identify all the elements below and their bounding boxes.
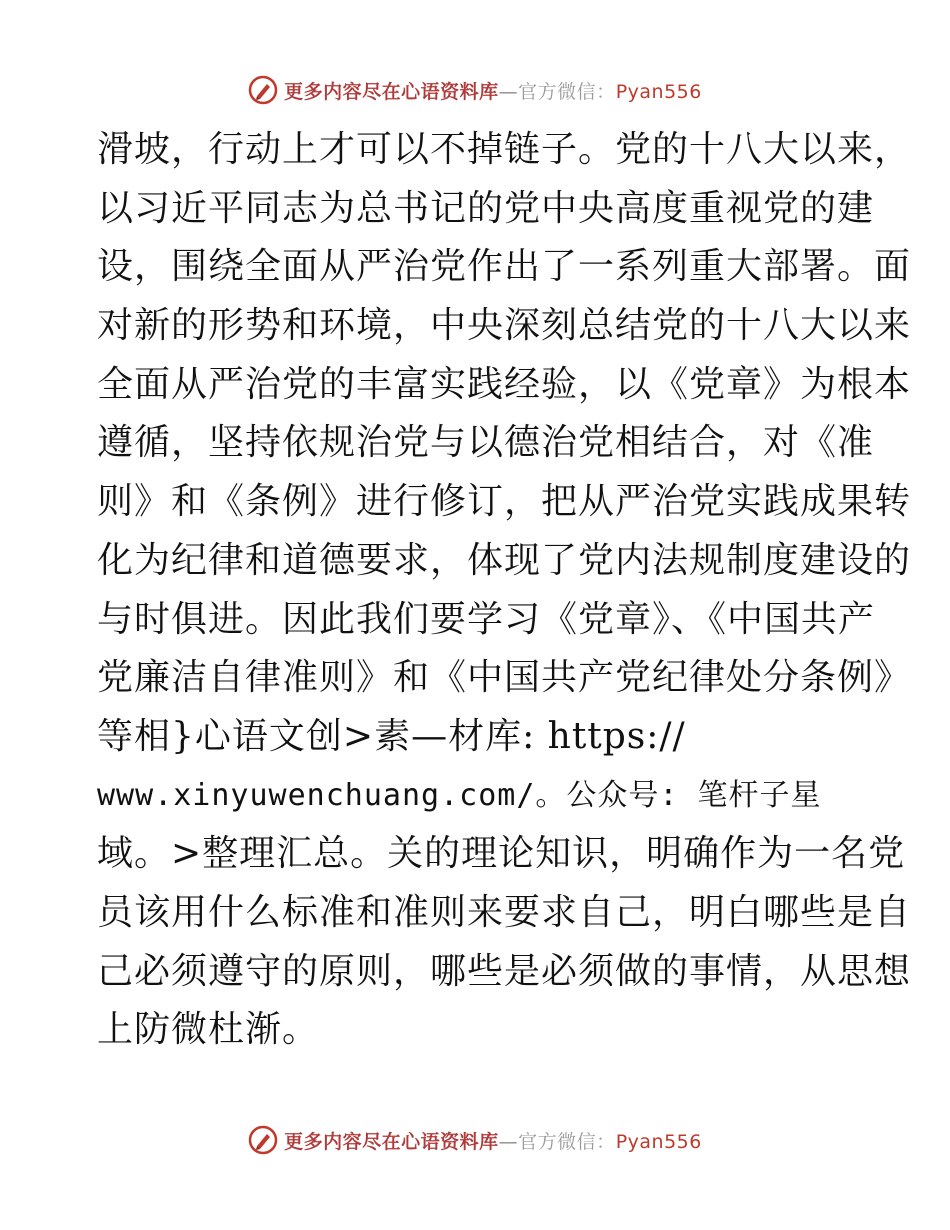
body-line: 滑坡，行动上才可以不掉链子。党的十八大以来，: [97, 129, 912, 170]
body-line: 己必须遵守的原则，哪些是必须做的事情，从思想: [97, 950, 912, 992]
pen-logo-icon: [248, 1125, 278, 1155]
header-wechat-id: Pyan556: [615, 80, 702, 103]
header-banner-text: [284, 77, 702, 104]
body-line: 员该用什么标准和准则来要求自己，明白哪些是自: [97, 891, 912, 933]
body-line: 以习近平同志为总书记的党中央高度重视党的建: [97, 187, 875, 229]
body-line: 对新的形势和环境，中央深刻总结党的十八大以来: [97, 305, 912, 347]
header-brand: 更多内容尽在心语资料库: [284, 80, 499, 103]
header-wechat-label: 官方微信：: [518, 80, 616, 103]
body-line-url: www.xinyuwenchuang.com/。公众号: 笔杆子星: [97, 777, 822, 813]
body-line: 全面从严治党的丰富实践经验，以《党章》为根本: [97, 363, 912, 405]
footer-brand: 更多内容尽在心语资料库: [284, 1130, 499, 1153]
body-line: 遵循，坚持依规治党与以德治党相结合，对《准: [97, 422, 875, 464]
document-body: [97, 121, 912, 1060]
footer-banner: [0, 1120, 950, 1160]
body-line: 则》和《条例》进行修订，把从严治党实践成果转: [97, 481, 912, 523]
pen-logo-icon: [248, 75, 278, 105]
body-line: 设，围绕全面从严治党作出了一系列重大部署。面: [97, 246, 912, 288]
body-line: 等相}心语文创>素—材库: https://: [97, 715, 686, 757]
footer-banner-text: [284, 1127, 702, 1154]
header-separator: —: [498, 80, 519, 103]
body-line: 党廉洁自律准则》和《中国共产党纪律处分条例》: [97, 657, 912, 699]
footer-separator: —: [498, 1130, 519, 1153]
footer-wechat-label: 官方微信：: [518, 1130, 616, 1153]
body-line: 与时俱进。因此我们要学习《党章》、《中国共产: [97, 598, 876, 640]
body-line: 域。>整理汇总。关的理论知识，明确作为一名党: [97, 833, 906, 875]
body-line: 上防微杜渐。: [97, 1009, 320, 1051]
body-line: 化为纪律和道德要求，体现了党内法规制度建设的: [97, 539, 912, 581]
header-banner: [0, 70, 950, 110]
footer-wechat-id: Pyan556: [615, 1130, 702, 1153]
